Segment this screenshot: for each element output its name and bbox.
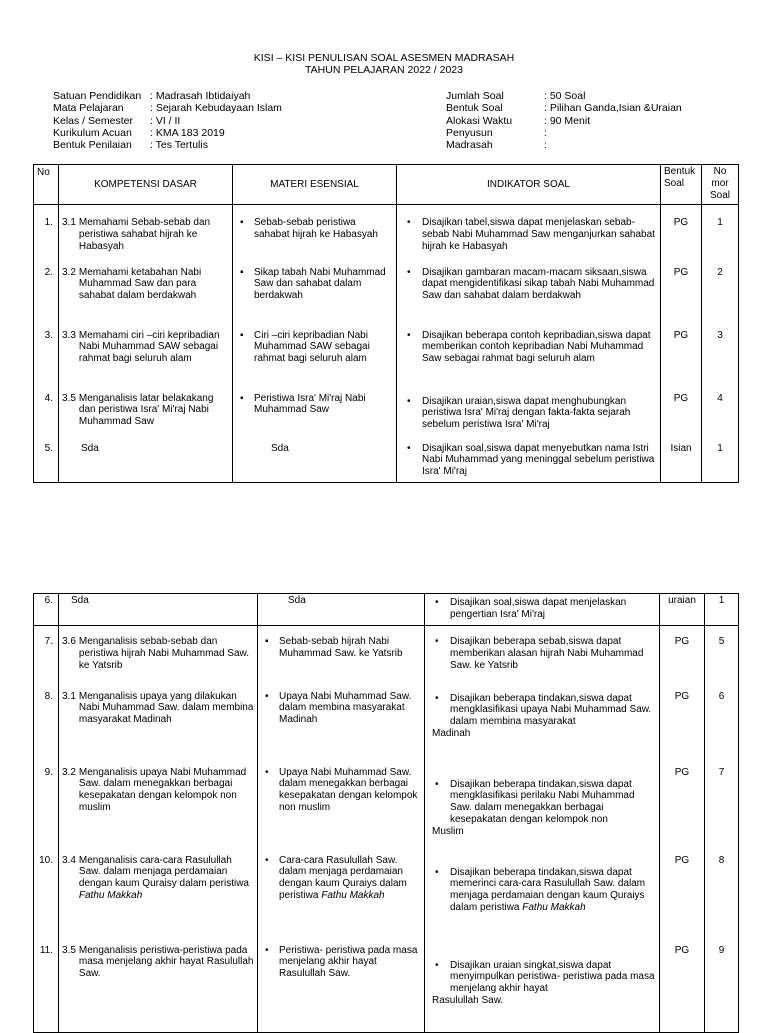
dot-bullet-icon: • (435, 597, 439, 608)
kd-code: 3.1 (62, 690, 76, 702)
info-value: : (544, 139, 547, 152)
indikator-italic-text: Fathu Makkah (522, 901, 586, 913)
kd-code: 3.6 (62, 636, 76, 647)
info-value: : (544, 126, 547, 139)
kd-code: 3.3 (62, 329, 76, 341)
materi-cell (258, 853, 425, 943)
bentuk-cell: PG (660, 765, 705, 853)
row-number: 9. (34, 765, 59, 853)
table-row (34, 689, 739, 765)
kd-cell: Sda (59, 441, 233, 483)
square-bullet-icon: ▪ (265, 636, 269, 647)
nomor-cell: 7 (705, 765, 739, 853)
info-value: : Sejarah Kebudayaan Islam (150, 102, 282, 115)
indikator-cell (425, 689, 660, 765)
info-right (446, 90, 682, 151)
info-label: Satuan Pendidikan (53, 90, 142, 102)
dot-bullet-icon: • (435, 778, 439, 790)
materi-italic-text: Fathu Makkah (321, 889, 385, 901)
materi-cell (233, 265, 397, 328)
indikator-text: Disajikan beberapa tindakan,siswa dapat memerinci cara-cara Rasulullah Saw. dalam menjaga perdamaian dengan kaum Quraiys dalam peristiwa (450, 866, 646, 913)
bentuk-cell: PG (660, 943, 705, 1033)
kd-code: 3.2 (62, 266, 76, 278)
dot-bullet-icon: • (435, 692, 439, 704)
indikator-cell (425, 626, 660, 689)
header-indikator-soal: INDIKATOR SOAL (397, 165, 661, 205)
header-text: mor (711, 177, 729, 189)
materi-cell (258, 689, 425, 765)
indikator-tail: Rasulullah Saw. (432, 994, 504, 1006)
materi-text: Sebab-sebab peristiwa sahabat hijrah ke Habasyah (254, 217, 378, 240)
row-number: 10. (34, 853, 59, 943)
materi-cell (258, 765, 425, 853)
info-value: : 90 Menit (544, 114, 591, 127)
bentuk-cell: PG (660, 853, 705, 943)
nomor-cell: 1 (702, 441, 739, 483)
nomor-cell: 3 (702, 328, 739, 391)
indikator-text: Disajikan tabel,siswa dapat menjelaskan sebab-sebab Nabi Muhammad Saw menganjurkan sahabat hijrah ke Habasyah (422, 217, 655, 252)
row-number: 7. (34, 626, 59, 689)
nomor-cell: 1 (702, 205, 739, 265)
row-number: 2. (34, 265, 59, 328)
table-row (34, 594, 739, 626)
table-row (34, 853, 739, 943)
square-bullet-icon: ▪ (240, 329, 244, 341)
kd-cell (59, 626, 258, 689)
header-materi-esensial: MATERI ESENSIAL (233, 165, 397, 205)
header-no: No (34, 165, 59, 205)
materi-text: Ciri –ciri kepribadian Nabi Muhammad SAW sebagai rahmat bagi seluruh alam (254, 329, 370, 365)
kd-cell (59, 943, 258, 1033)
kd-cell (59, 328, 233, 391)
indikator-text: Disajikan beberapa contoh kepribadian,siswa dapat memberikan contoh kepribadian Nabi Muhammad Saw sebagai rahmat bagi seluruh alam (422, 329, 651, 365)
kd-code: 3.4 (62, 854, 76, 866)
header-text: Bentuk (664, 166, 696, 177)
kd-text: Menganalisis cara-cara Rasulullah Saw. dalam menjaga perdamaian dengan kaum Quraisy dalam peristiwa (78, 854, 249, 890)
kd-text: Memahami ciri –ciri kepribadian Nabi Muhammad SAW sebagai rahmat bagi seluruh alam (78, 329, 220, 365)
kd-code: 3.5 (62, 944, 76, 956)
indikator-cell (425, 853, 660, 943)
info-label: Jumlah Soal (446, 90, 504, 102)
indikator-text: Disajikan beberapa tindakan,siswa dapat mengklasifikasi upaya Nabi Muhammad Saw. dalam membina masyarakat (450, 692, 652, 728)
row-number: 4. (34, 391, 59, 441)
indikator-cell (397, 391, 661, 441)
info-value: : VI / II (150, 114, 181, 127)
bentuk-cell: PG (661, 205, 702, 265)
nomor-cell: 2 (702, 265, 739, 328)
table-row (34, 391, 739, 441)
square-bullet-icon: ▪ (240, 217, 244, 228)
info-label: Mata Pelajaran (53, 102, 124, 115)
kd-cell (59, 853, 258, 943)
kisi-table-2 (33, 593, 739, 1033)
header-kompetensi-dasar: KOMPETENSI DASAR (59, 165, 233, 205)
nomor-cell: 1 (705, 594, 739, 626)
nomor-cell: 4 (702, 391, 739, 441)
dot-bullet-icon: • (435, 959, 439, 971)
kd-text: Menganalisis upaya yang dilakukan Nabi Muhammad Saw. dalam membina masyarakat Madinah (78, 690, 254, 726)
info-value: : Pilihan Ganda,Isian &Uraian (544, 102, 682, 115)
info-label: Alokasi Waktu (446, 114, 513, 127)
nomor-cell: 8 (705, 853, 739, 943)
indikator-text: Disajikan soal,siswa dapat menjelaskan pengertian Isra' Mi'raj (450, 597, 627, 620)
indikator-cell (425, 594, 660, 626)
square-bullet-icon: ▪ (240, 266, 244, 278)
info-label: Bentuk Penilaian (53, 139, 132, 152)
dot-bullet-icon: • (407, 266, 411, 278)
materi-text: Cara-cara Rasulullah Saw. dalam menjaga perdamaian dengan kaum Quraiys dalam peristiwa (279, 854, 407, 901)
dot-bullet-icon: • (265, 854, 269, 866)
nomor-cell: 5 (705, 626, 739, 689)
materi-cell (258, 943, 425, 1033)
header-text: Soal (664, 177, 685, 189)
indikator-cell (425, 943, 660, 1033)
materi-text: Upaya Nabi Muhammad Saw. dalam menegakkan berbagai kesepakatan dengan kelompok non muslim (279, 766, 418, 813)
indikator-cell (397, 205, 661, 265)
dot-bullet-icon: • (265, 690, 269, 702)
kd-italic-text: Fathu Makkah (78, 889, 143, 901)
indikator-text: Disajikan soal,siswa dapat menyebutkan nama Istri Nabi Muhammad yang meninggal sebelum peristiwa Isra' Mi'raj (422, 442, 655, 478)
materi-cell (233, 205, 397, 265)
materi-text: Peristiwa- peristiwa pada masa menjelang akhir hayat Rasulullah Saw. (279, 944, 418, 980)
table-header-row (34, 165, 739, 205)
indikator-tail: Madinah (432, 727, 471, 739)
materi-cell: Sda (233, 441, 397, 483)
header-bentuk-soal (661, 165, 702, 205)
kd-text: Memahami Sebab-sebab dan peristiwa sahabat hijrah ke Habasyah (78, 217, 211, 252)
row-number: 8. (34, 689, 59, 765)
bentuk-cell: PG (661, 391, 702, 441)
dot-bullet-icon: • (407, 329, 411, 341)
indikator-cell (397, 328, 661, 391)
document-title: KISI – KISI PENULISAN SOAL ASESMEN MADRASAH (253, 52, 515, 64)
kd-cell (59, 265, 233, 328)
table-row (34, 765, 739, 853)
materi-cell (233, 328, 397, 391)
dot-bullet-icon: • (265, 944, 269, 956)
bentuk-cell: PG (660, 626, 705, 689)
table-row (34, 626, 739, 689)
row-number: 1. (34, 205, 59, 265)
kd-code: 3.2 (62, 766, 76, 778)
kd-text: Memahami ketabahan Nabi Muhammad Saw dan para sahabat dalam berdakwah (78, 266, 202, 302)
dot-bullet-icon: • (407, 442, 411, 454)
indikator-cell (397, 265, 661, 328)
indikator-text: Disajikan uraian singkat,siswa dapat menyimpulkan peristiwa- peristiwa pada masa menjelang akhir hayat (450, 959, 655, 995)
row-number: 5. (34, 441, 59, 483)
materi-cell (258, 626, 425, 689)
header-nomor-soal (702, 165, 739, 205)
materi-text: Sebab-sebab hijrah Nabi Muhammad Saw. ke Yatsrib (279, 636, 403, 659)
table-row (34, 441, 739, 483)
header-text: Soal (709, 189, 730, 201)
bentuk-cell: PG (661, 328, 702, 391)
indikator-text: Disajikan gambaran macam-macam siksaan,siswa dapat mengidentifikasi sikap tabah Nabi Muhammad Saw dan sahabat dalam berdakwah (422, 266, 655, 302)
kd-cell (59, 765, 258, 853)
info-value: : KMA 183 2019 (150, 126, 225, 139)
kd-text: Menganalisis upaya Nabi Muhammad Saw. dalam menegakkan berbagai kesepakatan dengan kelompok non muslim (78, 766, 247, 813)
kd-text: Menganalisis sebab-sebab dan peristiwa hijrah Nabi Muhammad Saw. ke Yatsrib (78, 636, 249, 671)
row-number: 6. (34, 594, 59, 626)
nomor-cell: 9 (705, 943, 739, 1033)
indikator-text: Disajikan beberapa sebab,siswa dapat memberikan alasan hijrah Nabi Muhammad Saw. ke Yatsrib (450, 636, 644, 671)
indikator-cell (425, 765, 660, 853)
kd-cell (59, 391, 233, 441)
indikator-cell (397, 441, 661, 483)
materi-text: Peristiwa Isra' Mi'raj Nabi Muhammad Saw (254, 392, 366, 416)
kd-text: Menganalisis latar belakakang dan peristiwa Isra' Mi'raj Nabi Muhammad Saw (78, 392, 214, 428)
indikator-tail: Muslim (432, 825, 464, 837)
dot-bullet-icon: • (407, 395, 411, 407)
info-label: Penyusun (446, 126, 493, 139)
bentuk-cell: uraian (660, 594, 705, 626)
square-bullet-icon: ▪ (240, 392, 244, 404)
materi-cell (233, 391, 397, 441)
bentuk-cell: PG (661, 265, 702, 328)
table-row (34, 205, 739, 265)
info-label: Kurikulum Acuan (53, 126, 132, 139)
kd-code: 3.5 (62, 392, 76, 404)
indikator-text: Disajikan uraian,siswa dapat menghubungkan peristiwa Isra' Mi'raj dengan fakta-fakta sejarah sebelum peristiwa Isra' Mi'raj (422, 395, 631, 431)
info-value: : Madrasah Ibtidaiyah (150, 90, 251, 102)
table-row (34, 328, 739, 391)
materi-text: Upaya Nabi Muhammad Saw. dalam membina masyarakat Madinah (279, 690, 412, 726)
materi-text: Sikap tabah Nabi Muhammad Saw dan sahabat dalam berdakwah (254, 266, 386, 302)
document-subtitle: TAHUN PELAJARAN 2022 / 2023 (305, 64, 463, 76)
kd-cell (59, 689, 258, 765)
table-row (34, 943, 739, 1033)
info-value: : 50 Soal (544, 90, 586, 102)
indikator-text: Disajikan beberapa tindakan,siswa dapat mengklasifikasi perilaku Nabi Muhammad Saw. dalam menegakkan berbagai kesepakatan dengan kelompok non (450, 778, 635, 825)
info-label: Madrasah (446, 139, 493, 152)
info-label: Bentuk Soal (446, 102, 503, 115)
dot-bullet-icon: • (407, 217, 411, 228)
kd-cell (59, 205, 233, 265)
dot-bullet-icon: • (265, 766, 269, 778)
nomor-cell: 6 (705, 689, 739, 765)
header-text: No (713, 166, 727, 177)
materi-cell: Sda (258, 594, 425, 626)
table-row (34, 265, 739, 328)
row-number: 3. (34, 328, 59, 391)
dot-bullet-icon: • (435, 866, 439, 878)
bentuk-cell: PG (660, 689, 705, 765)
dot-bullet-icon: • (435, 636, 439, 647)
info-label: Kelas / Semester (53, 114, 133, 127)
row-number: 11. (34, 943, 59, 1033)
kd-code: 3.1 (62, 217, 76, 228)
kd-cell: Sda (59, 594, 258, 626)
info-left (53, 90, 282, 151)
bentuk-cell: Isian (661, 441, 702, 483)
kisi-table-1 (33, 164, 739, 483)
kd-text: Menganalisis peristiwa-peristiwa pada masa menjelang akhir hayat Rasulullah Saw. (78, 944, 254, 980)
info-value: : Tes Tertulis (150, 139, 208, 152)
